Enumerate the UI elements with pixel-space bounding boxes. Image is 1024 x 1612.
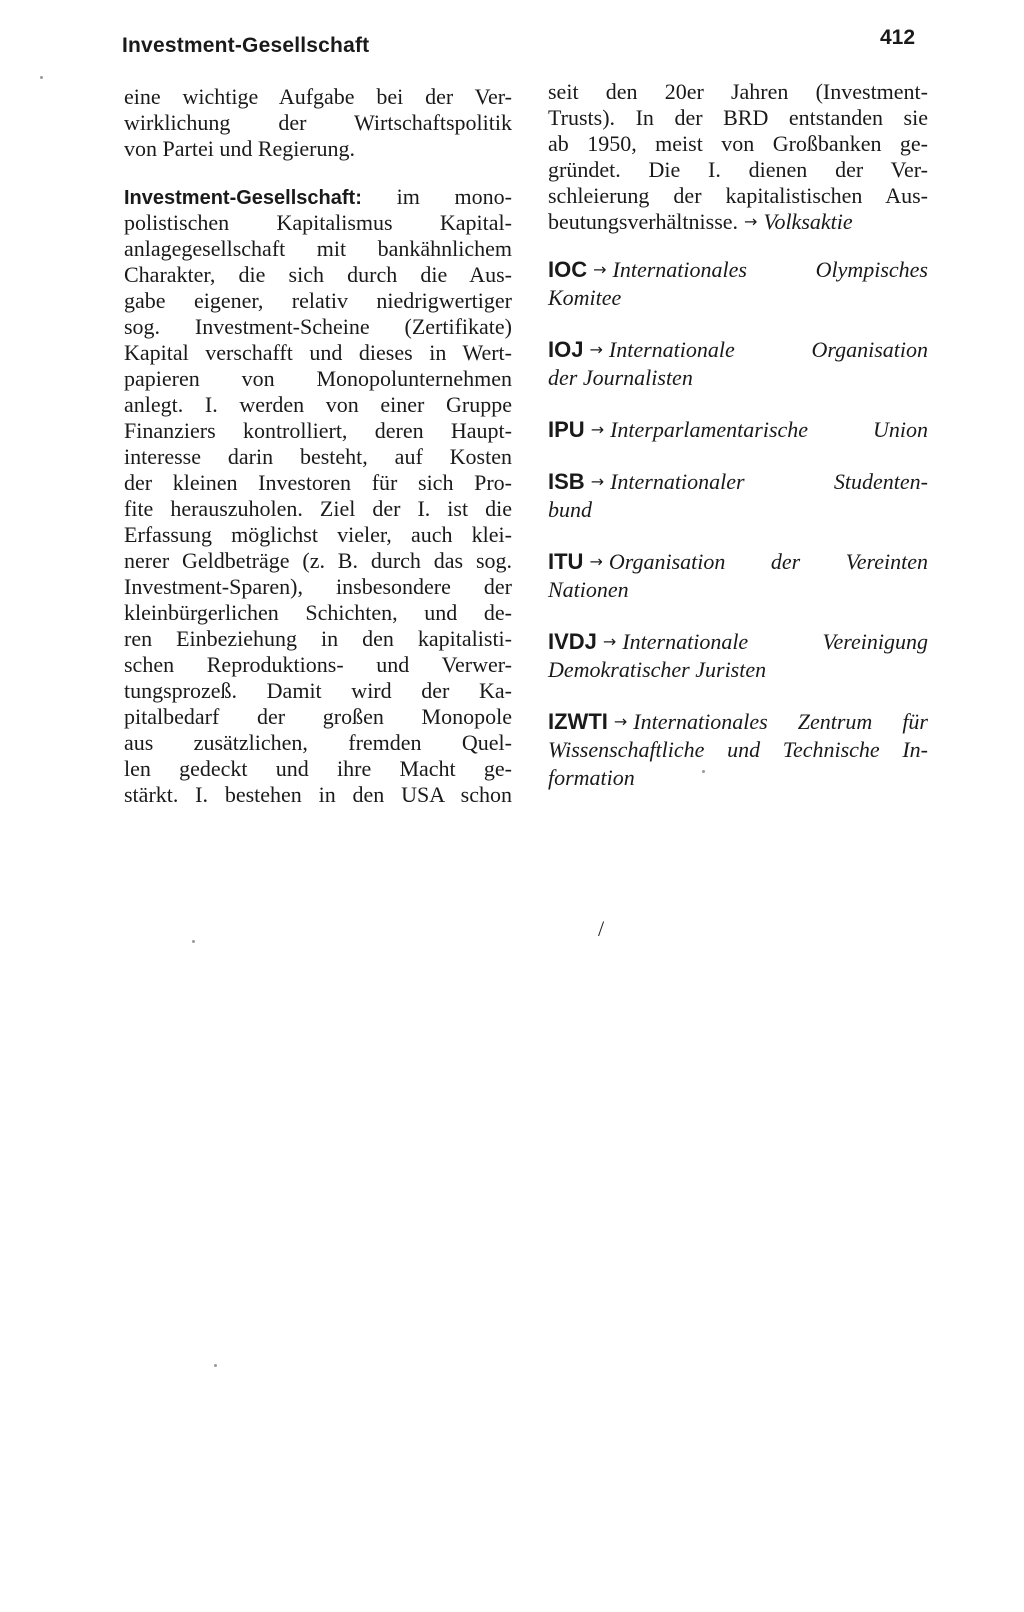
abbreviation-key: ISB — [548, 469, 585, 494]
text-line: ab 1950, meist von Großbanken ge- — [548, 131, 928, 156]
text-line: len gedeckt und ihre Macht ge- — [124, 756, 512, 781]
text-fragment: beutungsverhältnisse. — [548, 209, 739, 234]
cross-reference-link[interactable]: Volksaktie — [763, 209, 853, 234]
text-line: von Partei und Regierung. — [124, 136, 355, 161]
text-line: sog. Investment-Scheine (Zertifikate) — [124, 314, 512, 339]
cross-reference-link[interactable]: Internationale Organisation — [608, 337, 928, 362]
abbreviation-line — [548, 469, 928, 497]
cross-reference-continuation[interactable]: der Journalisten — [548, 365, 693, 390]
cross-reference-continuation[interactable]: formation — [548, 765, 635, 790]
scan-speck — [40, 76, 43, 79]
text-line: fite herauszuholen. Ziel der I. ist die — [124, 496, 512, 521]
cross-reference-continuation[interactable]: Komitee — [548, 285, 622, 310]
text-line: papieren von Monopolunternehmen — [124, 366, 512, 391]
reference-arrow-icon: → — [602, 632, 617, 651]
abbreviation-entry-ipu — [548, 417, 928, 445]
text-line: tungsprozeß. Damit wird der Ka- — [124, 678, 512, 703]
abbreviation-line — [548, 629, 928, 657]
abbreviation-key: IOC — [548, 257, 588, 282]
page-number: 412 — [880, 26, 916, 49]
stray-pen-mark: / — [598, 916, 605, 941]
text-line: anlegt. I. werden von einer Gruppe — [124, 392, 512, 417]
abbreviation-line — [548, 417, 928, 445]
text-line: aus zusätzlichen, fremden Quel- — [124, 730, 512, 755]
text-line: seit den 20er Jahren (Investment- — [548, 79, 928, 104]
abbreviation-key: IVDJ — [548, 629, 597, 654]
reference-arrow-icon: → — [593, 260, 607, 279]
abbreviation-line — [548, 337, 928, 365]
abbreviation-line — [548, 549, 928, 577]
abbreviation-key: IPU — [548, 417, 585, 442]
text-line: ren Einbeziehung in den kapitalisti- — [124, 626, 512, 651]
text-line: schleierung der kapitalistischen Aus- — [548, 183, 928, 208]
text-line: stärkt. I. bestehen in den USA schon — [124, 782, 512, 807]
cross-reference-link[interactable]: Interparlamentarische Union — [610, 417, 928, 442]
text-line: gabe eigener, relativ niedrigwertiger — [124, 288, 512, 313]
cross-reference-link[interactable]: Internationales Zentrum für — [633, 709, 928, 734]
entry-first-line-rest: im mono- — [396, 184, 512, 209]
reference-arrow-icon: → — [589, 340, 603, 359]
text-line: anlagegesellschaft mit bankähnlichem — [124, 236, 512, 261]
abbreviation-line — [548, 257, 928, 285]
abbreviation-entry-izwti — [548, 709, 928, 793]
running-head: Investment-Gesellschaft — [122, 34, 370, 57]
right-column — [548, 79, 928, 817]
text-line: Charakter, die sich durch die Aus- — [124, 262, 512, 287]
abbreviation-entry-itu — [548, 549, 928, 605]
left-column — [124, 84, 512, 808]
text-line: der kleinen Investoren für sich Pro- — [124, 470, 512, 495]
abbreviation-line — [548, 709, 928, 737]
text-line: polistischen Kapitalismus Kapital- — [124, 210, 512, 235]
abbreviation-entry-isb — [548, 469, 928, 525]
cross-reference-link[interactable]: Organisation der Vereinten — [608, 549, 928, 574]
scan-speck — [192, 940, 195, 943]
abbreviation-entry-ivdj — [548, 629, 928, 685]
text-line: Erfassung möglichst vieler, auch klei- — [124, 522, 512, 547]
reference-arrow-icon: → — [613, 712, 628, 731]
text-line: Investment-Sparen), insbesondere der — [124, 574, 512, 599]
reference-arrow-icon: → — [589, 552, 603, 571]
reference-arrow-icon: → — [590, 420, 605, 439]
reference-arrow-icon: → — [744, 212, 758, 231]
scan-speck — [702, 770, 705, 773]
cross-reference-link[interactable]: Internationales Olympisches — [612, 257, 928, 282]
cross-reference-continuation[interactable]: Wissenschaftliche und Technische In- — [548, 737, 928, 762]
text-line: eine wichtige Aufgabe bei der Ver- — [124, 84, 512, 109]
cross-reference-continuation[interactable]: Demokratischer Juristen — [548, 657, 767, 682]
abbreviation-key: IOJ — [548, 337, 584, 362]
text-line: Kapital verschafft und dieses in Wert- — [124, 340, 512, 365]
text-line: wirklichung der Wirtschaftspolitik — [124, 110, 512, 135]
entry-term: Investment-Gesellschaft: — [124, 187, 362, 209]
text-line: Trusts). In der BRD entstanden sie — [548, 105, 928, 130]
entry-heading-line — [124, 184, 512, 210]
scan-speck — [214, 1364, 217, 1367]
text-line: pitalbedarf der großen Monopole — [124, 704, 512, 729]
text-line: nerer Geldbeträge (z. B. durch das sog. — [124, 548, 512, 573]
cross-reference-continuation[interactable]: bund — [548, 497, 592, 522]
text-line: interesse darin besteht, auf Kosten — [124, 444, 512, 469]
abbreviation-key: ITU — [548, 549, 584, 574]
abbreviation-key: IZWTI — [548, 709, 608, 734]
cross-reference-continuation[interactable]: Nationen — [548, 577, 629, 602]
reference-arrow-icon: → — [590, 472, 605, 491]
cross-reference-link[interactable]: Internationaler Studenten- — [610, 469, 928, 494]
text-line: schen Reproduktions- und Verwer- — [124, 652, 512, 677]
text-line: gründet. Die I. dienen der Ver- — [548, 157, 928, 182]
text-line-with-reference — [548, 209, 928, 235]
text-line: Finanziers kontrolliert, deren Haupt- — [124, 418, 512, 443]
text-line: kleinbürgerlichen Schichten, und de- — [124, 600, 512, 625]
abbreviation-entry-ioc — [548, 257, 928, 313]
abbreviation-entry-ioj — [548, 337, 928, 393]
cross-reference-link[interactable]: Internationale Vereinigung — [622, 629, 928, 654]
